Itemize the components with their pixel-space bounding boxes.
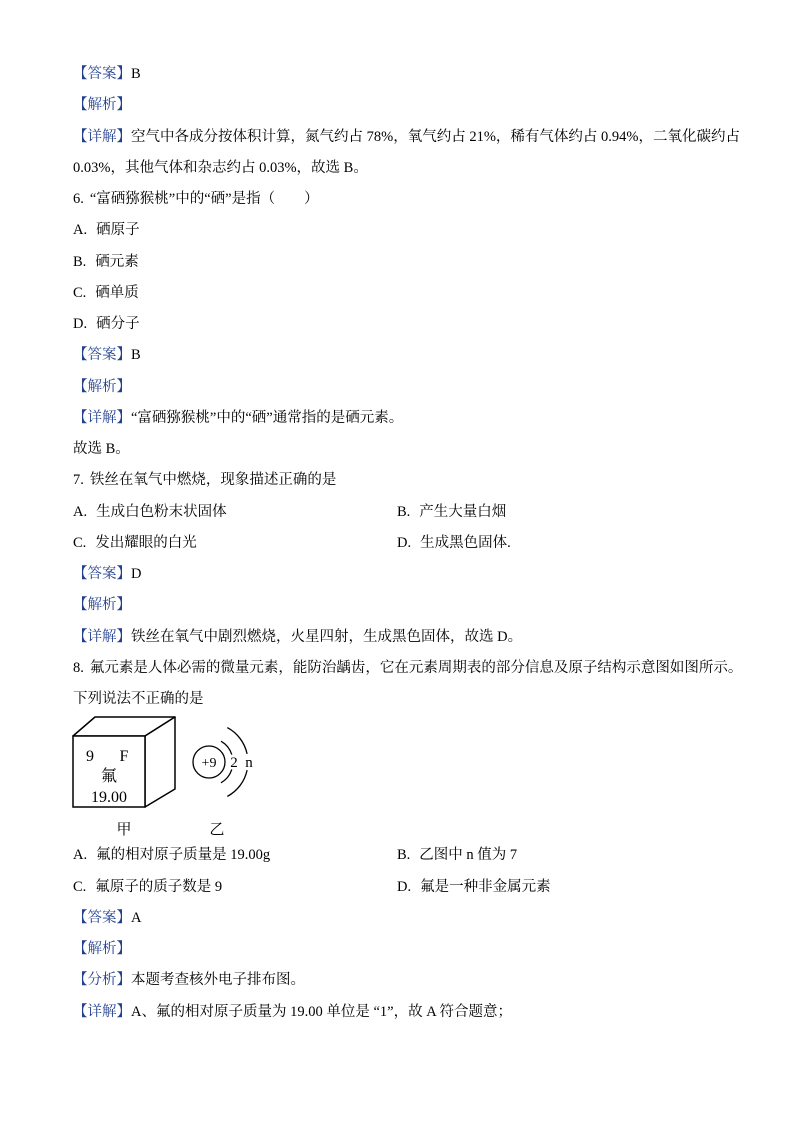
q7-answer-value: D — [131, 566, 142, 582]
analysis-label: 【解析】 — [73, 597, 131, 614]
nucleus-charge: +9 — [201, 756, 217, 772]
q5-detail-text-2: 0.03%，其他气体和杂志约占 0.03%，故选 B。 — [73, 159, 368, 176]
q8-stem-line-2 — [73, 684, 753, 715]
q7-number: 7. — [73, 472, 84, 489]
q7-option-a — [73, 497, 397, 528]
q8-analysis-line — [73, 934, 753, 965]
q7-option-b — [397, 497, 721, 528]
q8-stem-text-1: 氟元素是人体必需的微量元素，能防治龋齿，它在元素周期表的部分信息及原子结构示意图如图所示。 — [89, 659, 743, 676]
option-key: D. — [73, 316, 88, 332]
q8-options-row-2 — [73, 872, 753, 903]
option-key: A. — [73, 222, 88, 239]
option-key: B. — [73, 253, 87, 270]
answer-label: 【答案】 — [73, 566, 131, 582]
answer-label: 【答案】 — [73, 66, 131, 82]
analysis-label: 【解析】 — [73, 378, 131, 395]
caption-yi: 乙 — [209, 822, 225, 839]
option-text: 乙图中 n 值为 7 — [419, 847, 518, 864]
q5-detail-line-2 — [73, 153, 753, 184]
q5-answer-line — [73, 59, 753, 90]
q7-stem-line — [73, 465, 753, 496]
option-key: A. — [73, 847, 88, 864]
q7-detail-line — [73, 622, 753, 653]
q7-options-row-1 — [73, 497, 753, 528]
detail-label: 【详解】 — [73, 128, 131, 145]
q6-answer-line — [73, 340, 753, 371]
q8-option-d — [397, 872, 721, 903]
option-key: A. — [73, 503, 88, 520]
q8-diagram — [70, 713, 290, 841]
q8-option-c — [73, 872, 397, 903]
option-key: C. — [73, 878, 87, 895]
q8-discussion-line — [73, 965, 753, 996]
q7-stem: 铁丝在氧气中燃烧，现象描述正确的是 — [89, 472, 337, 489]
analysis-label: 【解析】 — [73, 941, 131, 957]
cell-element-name: 氟 — [100, 768, 118, 786]
q6-conclusion: 故选 B。 — [73, 441, 130, 457]
option-text: 产生大量白烟 — [419, 503, 507, 520]
q6-option-d — [73, 309, 753, 340]
q8-answer-value: A — [131, 909, 142, 926]
q8-discussion-text: 本题考查核外电子排布图。 — [131, 972, 305, 989]
answer-label: 【答案】 — [73, 909, 131, 926]
option-text: 生成黑色固体. — [420, 534, 511, 551]
q7-detail-text: 铁丝在氧气中剧烈燃烧，火星四射，生成黑色固体，故选 D。 — [131, 628, 523, 645]
q6-option-c — [73, 278, 753, 309]
option-key: B. — [397, 503, 411, 520]
option-key: D. — [397, 534, 412, 551]
option-text: 硒分子 — [96, 316, 140, 332]
q6-detail-line — [73, 403, 753, 434]
q7-option-d — [397, 528, 721, 559]
caption-jia: 甲 — [116, 822, 132, 839]
q7-options-row-2 — [73, 528, 753, 559]
q8-number: 8. — [73, 659, 84, 676]
q8-detail-line — [73, 997, 753, 1028]
q8-option-b — [397, 840, 721, 871]
q6-conclusion-line — [73, 434, 753, 465]
q7-option-c — [73, 528, 397, 559]
q7-analysis-line — [73, 590, 753, 621]
option-key: B. — [397, 847, 411, 864]
document-page — [73, 59, 753, 1028]
option-key: D. — [397, 878, 412, 895]
q8-stem-text-2: 下列说法不正确的是 — [73, 691, 204, 707]
q6-number: 6. — [73, 191, 84, 207]
shell-2-electron-count: n — [245, 755, 253, 772]
periodic-table-cell — [73, 717, 175, 807]
option-text: 氟的相对原子质量是 19.00g — [96, 847, 271, 864]
q5-detail-line-1 — [73, 122, 753, 153]
q8-figure — [73, 715, 753, 840]
q5-detail-text-1: 空气中各成分按体积计算，氮气约占 78%，氧气约占 21%，稀有气体约占 0.94%，二氧化碳约占 — [131, 128, 740, 145]
cell-atomic-mass: 19.00 — [91, 789, 127, 807]
q6-option-b — [73, 247, 753, 278]
option-key: C. — [73, 284, 87, 301]
q6-stem: “富硒猕猴桃”中的“硒”是指（ ） — [89, 191, 319, 207]
atom-structure-diagram — [193, 728, 253, 797]
q8-detail-text: A、氟的相对原子质量为 19.00 单位是 “1”，故 A 符合题意； — [131, 1003, 513, 1020]
option-text: 硒单质 — [95, 284, 139, 301]
q8-option-a — [73, 840, 397, 871]
q8-stem-line-1 — [73, 653, 753, 684]
q6-option-a — [73, 215, 753, 246]
detail-label: 【详解】 — [73, 628, 131, 645]
cell-element-symbol: F — [119, 748, 129, 766]
q6-stem-line — [73, 184, 753, 215]
option-text: 硒元素 — [95, 253, 139, 270]
q6-answer-value: B — [131, 347, 141, 364]
detail-label: 【详解】 — [73, 409, 131, 426]
q5-answer-value: B — [131, 66, 141, 82]
cell-atomic-number: 9 — [86, 748, 94, 766]
q5-analysis-line — [73, 90, 753, 121]
analysis-label: 【解析】 — [73, 97, 131, 114]
discussion-label: 【分析】 — [73, 972, 131, 989]
shell-1-electron-count: 2 — [230, 755, 238, 772]
option-text: 氟是一种非金属元素 — [420, 878, 551, 895]
q7-answer-line — [73, 559, 753, 590]
option-text: 发出耀眼的白光 — [95, 534, 197, 551]
option-text: 氟原子的质子数是 9 — [95, 878, 223, 895]
option-text: 生成白色粉末状固体 — [96, 503, 227, 520]
option-key: C. — [73, 534, 87, 551]
option-text: 硒原子 — [96, 222, 140, 239]
q6-detail-text: “富硒猕猴桃”中的“硒”通常指的是硒元素。 — [131, 409, 404, 426]
q8-options-row-1 — [73, 840, 753, 871]
q8-answer-line — [73, 903, 753, 934]
answer-label: 【答案】 — [73, 347, 131, 364]
q6-analysis-line — [73, 372, 753, 403]
detail-label: 【详解】 — [73, 1003, 131, 1020]
